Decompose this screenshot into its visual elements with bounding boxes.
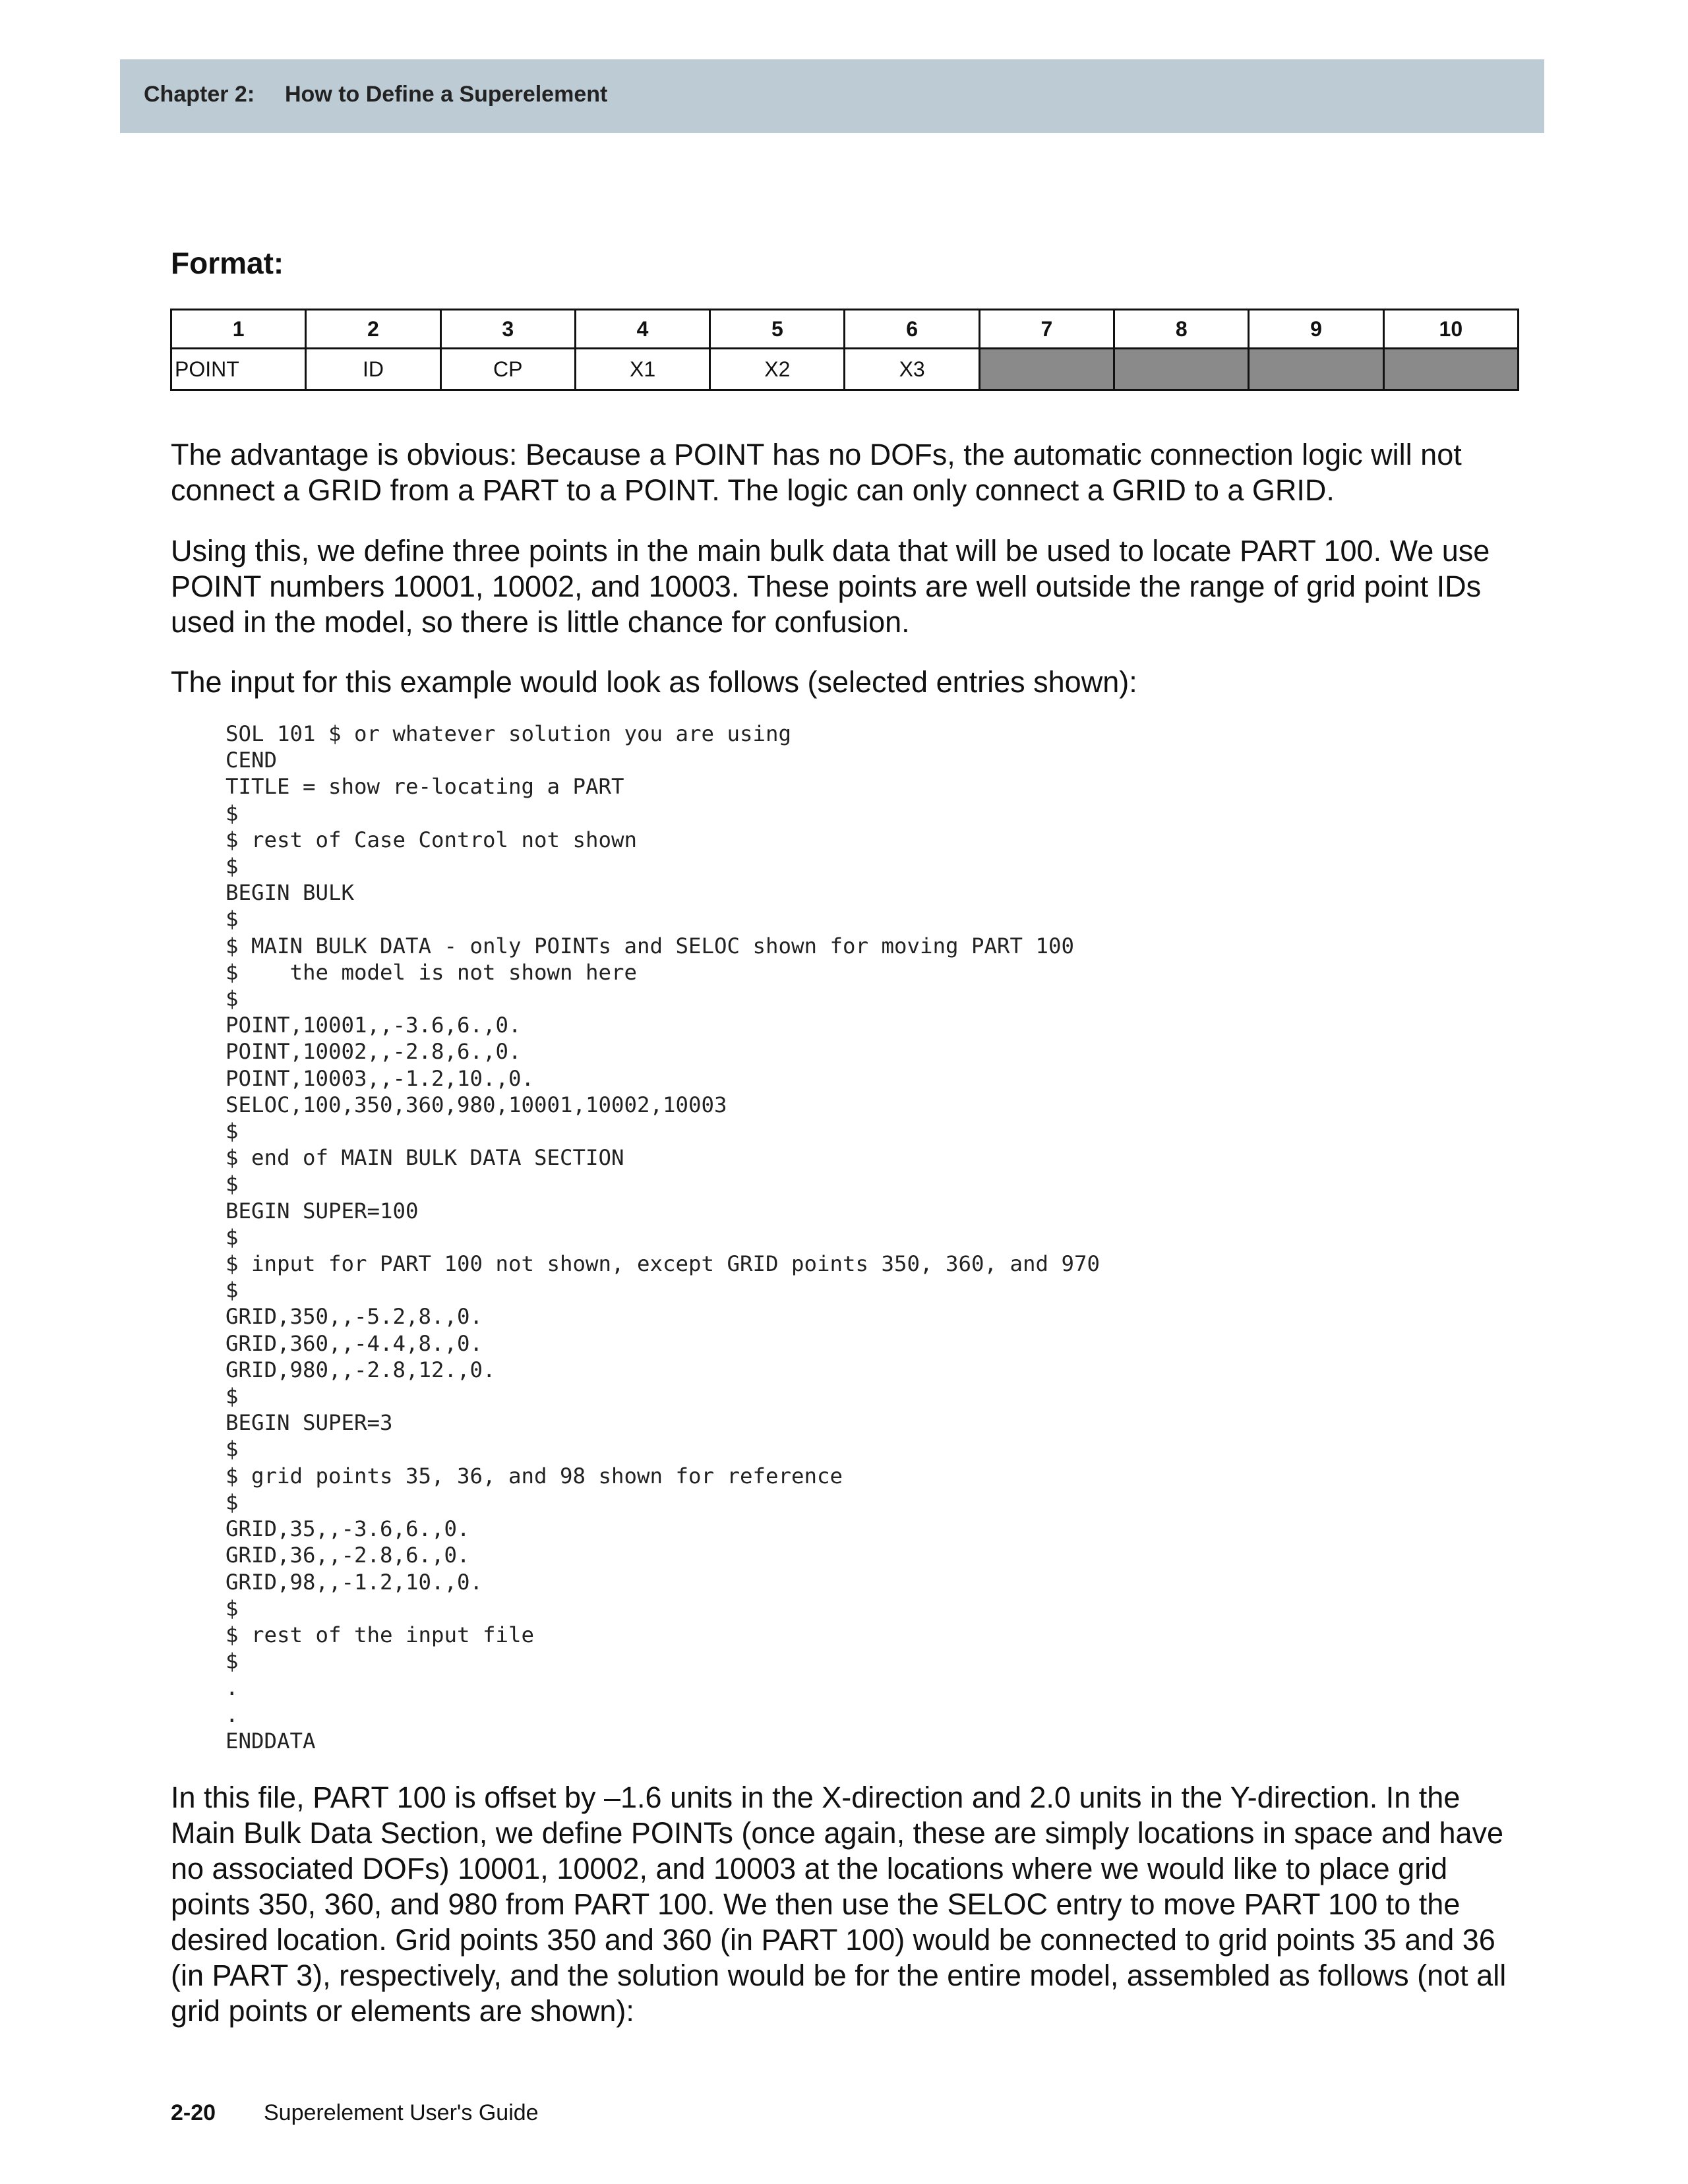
table-cell-unused bbox=[1383, 349, 1518, 390]
code-listing: SOL 101 $ or whatever solution you are using CEND TITLE = show re-locating a PART $ $ rest of Case Control not shown $ BEGIN BULK $ $ MAIN BULK DATA - only POINTs and SELOC shown for moving PART 100 $ the model is not shown here $ POINT,10001,,-3.6,6.,0. POINT,10002,,-2.8,6.,0. POINT,10003,,-1.2,10.,0. SELOC,100,350,360,980,10001,10002,10003 $ $ end of MAIN BULK DATA SECTION $ BEGIN SUPER=100 $ $ input for PART 100 not shown, except GRID points 350, 360, and 970 $ GRID,350,,-5.2,8.,0. GRID,360,,-4.4,8.,0. GRID,980,,-2.8,12.,0. $ BEGIN SUPER=3 $ $ grid points 35, 36, and 98 shown for reference $ GRID,35,,-3.6,6.,0. GRID,36,,-2.8,6.,0. GRID,98,,-1.2,10.,0. $ $ rest of the input file $ . . ENDDATA bbox=[226, 721, 1100, 1754]
format-table-row bbox=[171, 349, 1519, 390]
table-cell: CP bbox=[440, 349, 575, 390]
column-header: 9 bbox=[1249, 310, 1383, 349]
column-header: 1 bbox=[171, 310, 306, 349]
column-header: 8 bbox=[1114, 310, 1249, 349]
table-cell-entry-name: POINT bbox=[171, 349, 306, 390]
format-table-header-row bbox=[171, 310, 1519, 349]
table-cell: X3 bbox=[845, 349, 979, 390]
table-cell-unused bbox=[1114, 349, 1249, 390]
column-header: 6 bbox=[845, 310, 979, 349]
footer-book-title: Superelement User's Guide bbox=[264, 2100, 539, 2125]
paragraph-explanation: In this file, PART 100 is offset by –1.6 units in the X-direction and 2.0 units in the Y-direction. In the Main Bulk Data Section, we define POINTs (once again, these are simply locations in space and have no associated DOFs) 10001, 10002, and 10003 at the locations where we would like to place grid points 350, 360, and 980 from PART 100. We then use the SELOC entry to move PART 100 to the desired location. Grid points 350 and 360 (in PART 100) would be connected to grid points 35 and 36 (in PART 3), respectively, and the solution would be for the entire model, assembled as follows (not all grid points or elements are shown): bbox=[171, 1781, 1507, 2028]
table-cell-unused bbox=[979, 349, 1114, 390]
format-table bbox=[170, 309, 1519, 391]
column-header: 5 bbox=[710, 310, 845, 349]
table-cell: ID bbox=[306, 349, 440, 390]
format-heading: Format: bbox=[171, 246, 284, 280]
chapter-label: Chapter 2: bbox=[144, 82, 255, 107]
table-cell: X1 bbox=[575, 349, 709, 390]
paragraph-advantage: The advantage is obvious: Because a POINT has no DOFs, the automatic connection logic will not connect a GRID from a PART to a POINT. The logic can only connect a GRID to a GRID. bbox=[171, 438, 1462, 507]
paragraph-input-intro: The input for this example would look as follows (selected entries shown): bbox=[171, 665, 1137, 699]
page-number: 2-20 bbox=[171, 2100, 216, 2125]
column-header: 2 bbox=[306, 310, 440, 349]
column-header: 7 bbox=[979, 310, 1114, 349]
chapter-title: How to Define a Superelement bbox=[285, 82, 608, 107]
table-cell-unused bbox=[1249, 349, 1383, 390]
chapter-header bbox=[120, 59, 1544, 133]
table-cell: X2 bbox=[710, 349, 845, 390]
column-header: 10 bbox=[1383, 310, 1518, 349]
paragraph-using-this: Using this, we define three points in the main bulk data that will be used to locate PART 100. We use POINT numbers 10001, 10002, and 10003. These points are well outside the range of grid point IDs used in the model, so there is little chance for confusion. bbox=[171, 534, 1490, 639]
column-header: 3 bbox=[440, 310, 575, 349]
column-header: 4 bbox=[575, 310, 709, 349]
